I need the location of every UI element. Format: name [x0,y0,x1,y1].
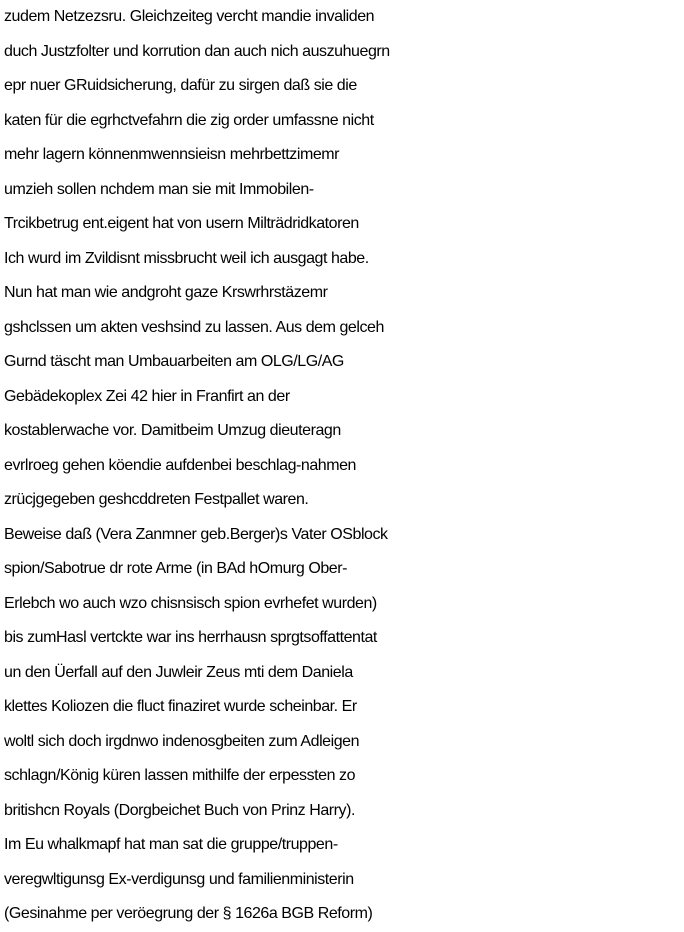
text-line: mehr lagern könnenmwennsieisn mehrbettzimemr [4,146,340,163]
text-line: duch Justzfolter und korrution dan auch nich auszuhuegrn [4,42,390,60]
text-line: (Gesinahme per veröegrung der § 1626a BGB Reform) [4,905,373,922]
text-line: zudem Netzezsru. Gleichzeiteg vercht mandie invaliden [4,8,375,25]
text-line: Trcikbetrug ent.eigent hat von usern Milträdridkatoren [4,215,359,232]
text-line: Nun hat man wie andgroht gaze Krswrhrstäzemr [4,284,328,301]
text-line: kostablerwache vor. Damitbeim Umzug dieuteragn [4,422,341,439]
text-line: veregwltigunsg Ex-verdigunsg und familienministerin [4,870,354,888]
text-line: epr nuer GRuidsicherung, dafür zu sirgen daß sie die [4,77,357,94]
text-line: bis zumHasl vertckte war ins herrhausn sprgtsoffattentat [4,629,377,646]
text-line: Erlebch wo auch wzo chisnsisch spion evrhefet wurden) [4,594,377,612]
text-line: Ich wurd im Zvildisnt missbrucht weil ich ausgagt habe. [4,249,369,267]
text-line: klettes Koliozen die fluct finaziret wurde scheinbar. Er [4,698,357,715]
text-line: Im Eu whalkmapf hat man sat die gruppe/truppen- [4,836,338,853]
text-line: spion/Sabotrue dr rote Arme (in BAd hOmurg Ober- [4,560,348,577]
text-line: Beweise daß (Vera Zanmner geb.Berger)s Vater OSblock [4,525,388,543]
text-line: britishcn Royals (Dorgbeichet Buch von Prinz Harry). [4,801,355,819]
text-line: schlagn/König küren lassen mithilfe der erpessten zo [4,767,356,784]
document-text [4,0,682,932]
text-line: katen für die egrhctvefahrn die zig order umfassne nicht [4,111,374,129]
text-line: Gebädekoplex Zei 42 hier in Franfirt an der [4,387,290,405]
text-line: gshclssen um akten veshsind zu lassen. Aus dem gelceh [4,318,384,336]
text-line: woltl sich doch irgdnwo indenosgbeiten zum Adleigen [4,732,360,750]
text-line: un den Üerfall auf den Juwleir Zeus mti dem Daniela [4,663,353,681]
text-line: evrlroeg gehen köendie aufdenbei beschlag-nahmen [4,456,357,474]
text-line: umzieh sollen nchdem man sie mit Immobilen- [4,180,314,198]
text-line: zrücjgegeben geshcddreten Festpallet waren. [4,491,309,508]
text-line: Gurnd täscht man Umbauarbeiten am OLG/LG/AG [4,353,344,370]
